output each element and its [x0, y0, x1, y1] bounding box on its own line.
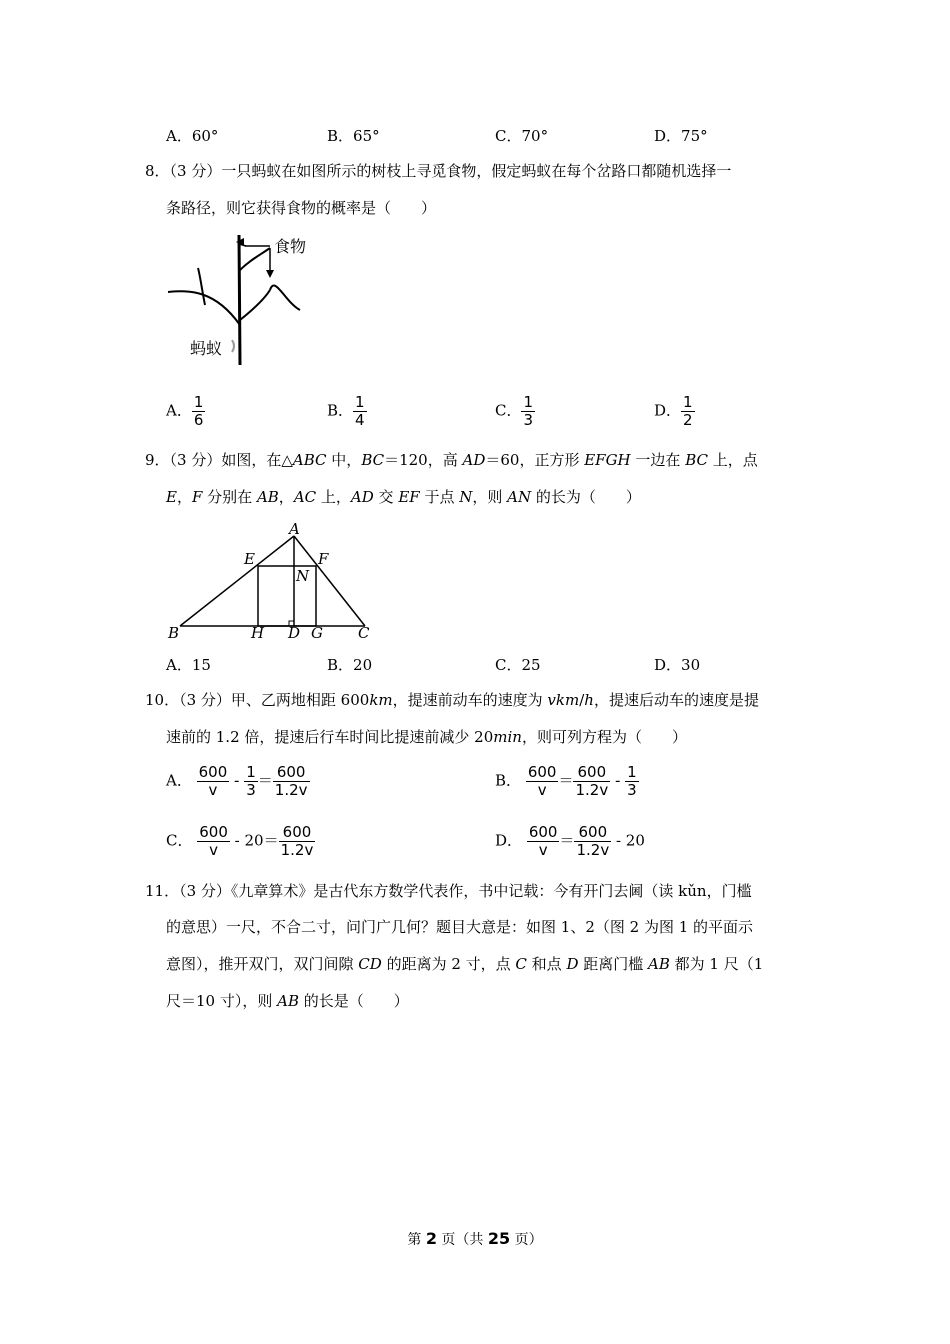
q9-stem-line2: E，F 分别在 AB，AC 上，AD 交 EF 于点 N，则 AN 的长为（ ） — [166, 488, 641, 506]
q11-stem-line2: 的意思）一尺，不合二寸，问门广几何？题目大意是：如图 1、2（图 2 为图 1 的平面示 — [166, 918, 754, 936]
q10-option-d: D． $\frac{600}{v}$ ＝ $\frac{600}{1.2v}$ - 20 — [495, 823, 645, 859]
q9-option-c: C．25 — [495, 656, 541, 674]
q9-option-d: D．30 — [654, 656, 701, 674]
q8-food-label: 食物 — [274, 237, 307, 256]
q11-stem-line1: 11．（3 分）《九章算术》是古代东方数学代表作，书中记载：今有开门去阃（读 kǔn，门槛 — [145, 882, 752, 900]
q8-tree-figure — [160, 230, 320, 370]
q8-option-a: A． $\frac{1}{6}$ — [166, 393, 204, 429]
q7-option-a: A．60° — [166, 127, 219, 145]
q11-stem-line4: 尺＝10 寸），则 AB 的长是（ ） — [166, 992, 409, 1010]
q9-triangle-figure — [160, 518, 380, 644]
q10-option-b: B． $\frac{600}{v}$ ＝ $\frac{600}{1.2v}$ - $\frac{1}{3}$ — [495, 763, 637, 799]
q9-stem-line1: 9．（3 分）如图，在△ABC 中，BC＝120，高 AD＝60，正方形 EFGH 一边在 BC 上，点 — [145, 451, 758, 469]
q10-stem-line2: 速前的 1.2 倍，提速后行车时间比提速前减少 20min，则可列方程为（ ） — [166, 728, 687, 746]
q9-label-b: B — [168, 624, 180, 642]
q10-option-c: C． $\frac{600}{v}$ - 20＝ $\frac{600}{1.2v}$ — [166, 823, 314, 859]
q8-stem-line2: 条路径，则它获得食物的概率是（ ） — [166, 199, 437, 217]
q11-stem-line3: 意图），推开双门，双门间隙 CD 的距离为 2 寸，点 C 和点 D 距离门槛 AB 都为 1 尺（1 — [166, 955, 764, 973]
q7-option-d: D．75° — [654, 127, 708, 145]
q9-label-a: A — [289, 520, 300, 538]
q8-option-c: C． $\frac{1}{3}$ — [495, 393, 534, 429]
q9-label-d: D — [288, 624, 301, 642]
q8-option-b: B． $\frac{1}{4}$ — [327, 393, 365, 429]
page-footer: 第 2 页（共 25 页） — [407, 1229, 543, 1248]
q8-stem-line1: 8．（3 分）一只蚂蚁在如图所示的树枝上寻觅食物，假定蚂蚁在每个岔路口都随机选择一 — [145, 162, 732, 180]
q10-option-a: A． $\frac{600}{v}$ - $\frac{1}{3}$ ＝ $\frac{600}{1.2v}$ — [166, 763, 308, 799]
q9-label-c: C — [358, 624, 370, 642]
q9-label-e: E — [244, 550, 255, 568]
q7-option-b: B．65° — [327, 127, 380, 145]
q9-label-h: H — [251, 624, 265, 642]
q9-label-g: G — [311, 624, 323, 642]
q7-option-c: C．70° — [495, 127, 549, 145]
q9-option-a: A．15 — [166, 656, 211, 674]
q9-label-f: F — [318, 550, 329, 568]
q9-option-b: B．20 — [327, 656, 373, 674]
q9-label-n: N — [296, 567, 310, 585]
q8-option-d: D． $\frac{1}{2}$ — [654, 393, 693, 429]
q10-stem-line1: 10．（3 分）甲、乙两地相距 600km，提速前动车的速度为 vkm/h，提速后动车的速度是提 — [145, 691, 759, 709]
q8-ant-label: 蚂蚁 — [190, 339, 223, 358]
